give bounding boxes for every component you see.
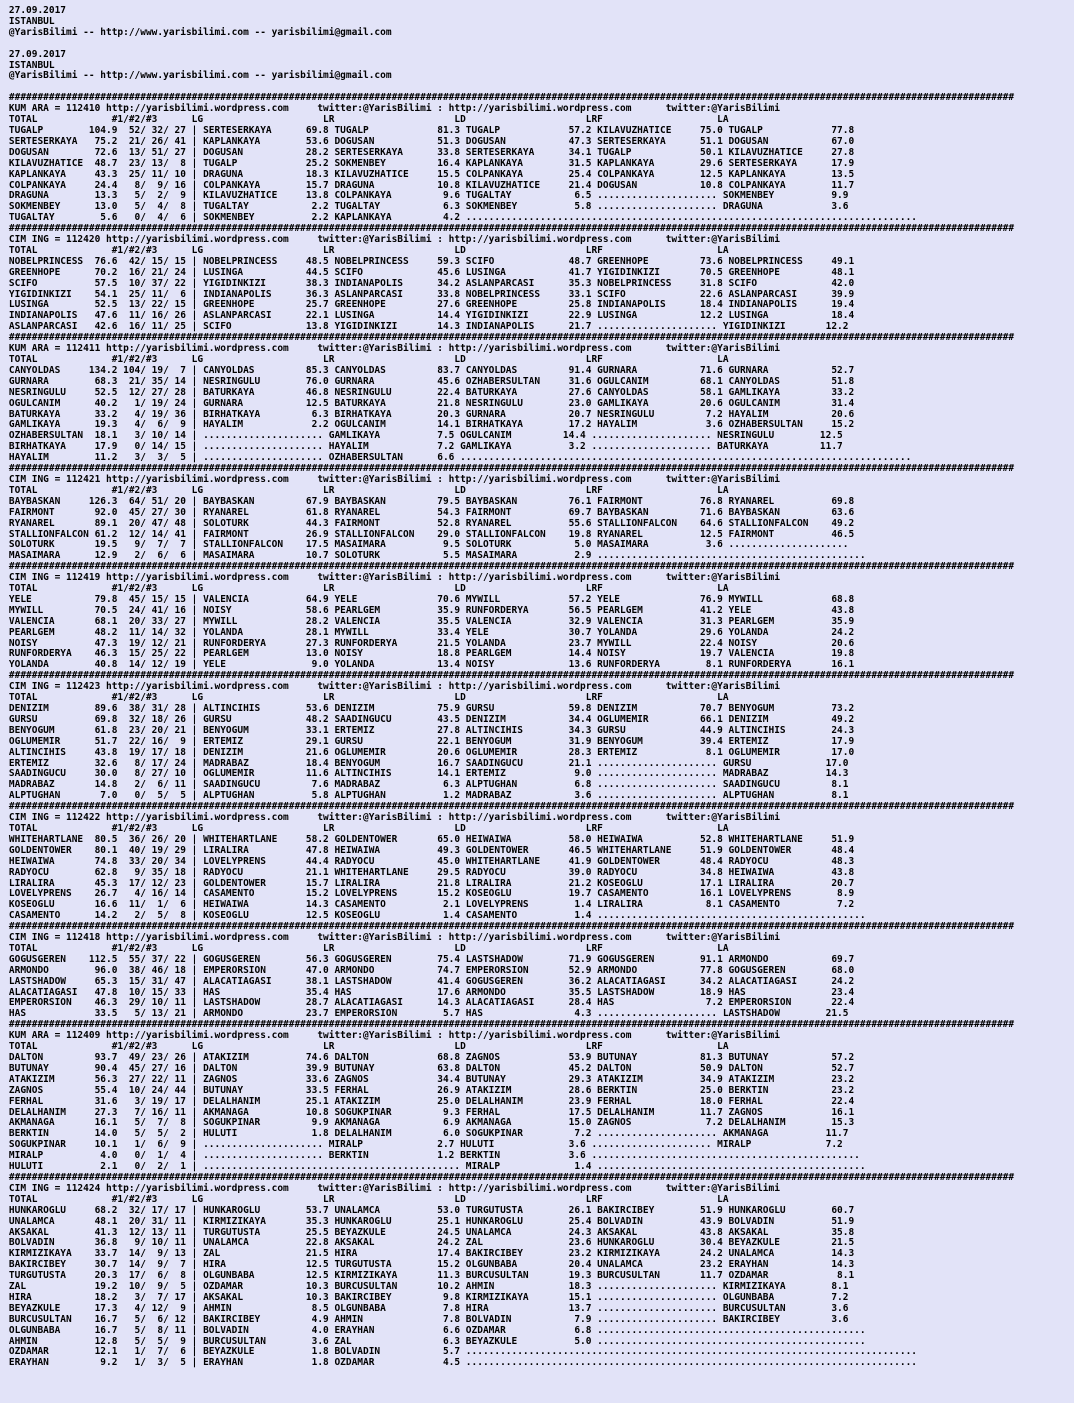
race-title: CIM ING = 112424 http://yarisbilimi.wordpress.com twitter:@YarisBilimi : http://yarisbilimi.wordpress.com twitter:@YarisBilimi: [8, 1182, 780, 1194]
race-title: CIM ING = 112418 http://yarisbilimi.wordpress.com twitter:@YarisBilimi : http://yarisbilimi.wordpress.com twitter:@YarisBilimi: [8, 932, 780, 944]
column-header: TOTAL #1/#2/#3 LG LR LD LRF LA: [8, 114, 729, 126]
result-row: HUNKAROGLU 68.2 32/ 17/ 17 | HUNKAROGLU 53.7 UNALAMCA 53.0 TURGUTUSTA 26.1 BAKIRCIBEY 51.9 HUNKAROGLU 60.7: [8, 1204, 855, 1216]
result-row: OGULCANIM 40.2 1/ 19/ 24 | GURNARA 12.5 BATURKAYA 21.8 NESRINGULU 23.0 GAMLIKAYA 20.6 OGULCANIM 31.4: [8, 397, 855, 409]
result-row: BENYOGUM 61.8 23/ 20/ 21 | BENYOGUM 33.1 ERTEMIZ 27.8 ALTINCIHIS 34.3 GURSU 44.9 ALTINCIHIS 24.3: [8, 724, 855, 736]
result-row: HULUTI 2.1 0/ 2/ 1 | ............................................. MIRALP 1.4 ...............................................: [8, 1161, 866, 1173]
result-row: CASAMENTO 14.2 2/ 5/ 8 | KOSEOGLU 12.5 KOSEOGLU 1.4 CASAMENTO 1.4 ...............................................: [8, 910, 866, 922]
result-row: SOGUKPINAR 10.1 1/ 6/ 9 | ..................... MIRALP 2.7 HULUTI 3.6 ..................... MIRALP 7.2: [8, 1139, 843, 1151]
result-row: NESRINGULU 52.5 12/ 27/ 28 | BATURKAYA 46.8 NESRINGULU 22.4 BATURKAYA 27.6 CANYOLDAS 58.1 GAMLIKAYA 33.2: [8, 386, 855, 398]
result-row: AKMANAGA 16.1 5/ 7/ 8 | SOGUKPINAR 9.9 AKMANAGA 6.9 AKMANAGA 15.0 ZAGNOS 7.2 DELALHANIM 15.3: [8, 1117, 855, 1129]
header-line: @YarisBilimi -- http://www.yarisbilimi.com -- yarisbilimi@gmail.com: [8, 26, 392, 38]
result-row: RUNFORDERYA 46.3 15/ 25/ 22 | PEARLGEM 13.0 NOISY 18.8 PEARLGEM 14.4 NOISY 19.7 VALENCIA 19.8: [8, 648, 855, 660]
result-row: OZDAMAR 12.1 1/ 7/ 6 | BEYAZKULE 1.8 BOLVADIN 5.7 ...............................................................................: [8, 1346, 918, 1358]
result-row: BOLVADIN 36.8 9/ 10/ 11 | UNALAMCA 22.8 AKSAKAL 24.2 ZAL 23.6 HUNKAROGLU 30.4 BEYAZKULE 21.5: [8, 1237, 855, 1249]
race-title: CIM ING = 112423 http://yarisbilimi.wordpress.com twitter:@YarisBilimi : http://yarisbilimi.wordpress.com twitter:@YarisBilimi: [8, 681, 780, 693]
header-line: @YarisBilimi -- http://www.yarisbilimi.com -- yarisbilimi@gmail.com: [8, 70, 392, 82]
result-row: SOLOTURK 19.5 9/ 7/ 7 | STALLIONFALCON 17.5 MASAIMARA 9.5 SOLOTURK 5.0 MASAIMARA 3.6 .....................: [8, 539, 849, 551]
result-row: KIRMIZIKAYA 33.7 14/ 9/ 13 | ZAL 21.5 HIRA 17.4 BAKIRCIBEY 23.2 KIRMIZIKAYA 24.2 UNALAMCA 14.3: [8, 1248, 855, 1260]
result-row: MADRABAZ 14.8 2/ 6/ 11 | SAADINGUCU 7.6 MADRABAZ 6.3 ALPTUGHAN 6.8 ..................... SAADINGUCU 8.1: [8, 779, 849, 791]
column-header: TOTAL #1/#2/#3 LG LR LD LRF LA: [8, 244, 729, 256]
result-row: SCIFO 57.5 10/ 37/ 22 | YIGIDINKIZI 38.3 INDIANAPOLIS 34.2 ASLANPARCASI 35.3 NOBELPRINCESS 31.8 SCIFO 42.0: [8, 277, 855, 289]
result-row: HAYALIM 11.2 3/ 3/ 5 | ..................... OZHABERSULTAN 6.6 ...............................................................................: [8, 452, 912, 464]
result-row: BERKTIN 14.0 5/ 5/ 2 | HULUTI 1.8 DELALHANIM 6.0 SOGUKPINAR 7.2 ..................... AKMANAGA 11.7: [8, 1128, 849, 1140]
column-header: TOTAL #1/#2/#3 LG LR LD LRF LA: [8, 354, 729, 365]
race-title: KUM ARA = 112411 http://yarisbilimi.wordpress.com twitter:@YarisBilimi : http://yarisbilimi.wordpress.com twitter:@YarisBilimi: [8, 343, 780, 355]
result-row: FAIRMONT 92.0 45/ 27/ 30 | RYANAREL 61.8 RYANAREL 54.3 FAIRMONT 69.7 BAYBASKAN 71.6 BAYBASKAN 63.6: [8, 506, 855, 518]
result-row: ALACATIAGASI 47.8 10/ 15/ 33 | HAS 35.4 HAS 17.6 ARMONDO 35.5 LASTSHADOW 18.9 HAS 23.4: [8, 986, 855, 998]
result-row: PEARLGEM 48.2 11/ 14/ 32 | YOLANDA 28.1 MYWILL 33.4 YELE 30.7 YOLANDA 29.6 YOLANDA 24.2: [8, 626, 855, 638]
result-row: GREENHOPE 70.2 16/ 21/ 24 | LUSINGA 44.5 SCIFO 45.6 LUSINGA 41.7 YIGIDINKIZI 70.5 GREENHOPE 48.1: [8, 266, 855, 278]
column-header: TOTAL #1/#2/#3 LG LR LD LRF LA: [8, 942, 729, 954]
result-row: TURGUTUSTA 20.3 17/ 6/ 8 | OLGUNBABA 12.5 KIRMIZIKAYA 11.3 BURCUSULTAN 19.3 BURCUSULTAN 11.7 OZDAMAR 8.1: [8, 1270, 855, 1282]
separator-line: ################################################################################################################################################################################: [8, 1171, 1015, 1183]
result-row: DRAGUNA 13.3 5/ 2/ 9 | KILAVUZHATICE 13.8 COLPANKAYA 9.6 TUGALTAY 6.5 ..................... SOKMENBEY 9.9: [8, 190, 849, 202]
result-row: HIRA 18.2 3/ 7/ 17 | AKSAKAL 10.3 BAKIRCIBEY 9.8 KIRMIZIKAYA 15.1 ..................... OLGUNBABA 7.2: [8, 1291, 849, 1303]
separator-line: ################################################################################################################################################################################: [8, 670, 1015, 682]
result-row: ERAYHAN 9.2 1/ 3/ 5 | ERAYHAN 1.8 OZDAMAR 4.5 ...............................................................................: [8, 1357, 918, 1369]
result-row: MASAIMARA 12.9 2/ 6/ 6 | MASAIMARA 10.7 SOLOTURK 5.5 MASAIMARA 2.9 ...............................................: [8, 550, 866, 562]
race-title: CIM ING = 112421 http://yarisbilimi.wordpress.com twitter:@YarisBilimi : http://yarisbilimi.wordpress.com twitter:@YarisBilimi: [8, 473, 780, 485]
result-row: LIRALIRA 45.3 17/ 12/ 23 | GOLDENTOWER 15.7 LIRALIRA 21.8 LIRALIRA 21.2 KOSEOGLU 17.1 LIRALIRA 20.7: [8, 877, 855, 889]
race-title: KUM ARA = 112409 http://yarisbilimi.wordpress.com twitter:@YarisBilimi : http://yarisbilimi.wordpress.com twitter:@YarisBilimi: [8, 1030, 780, 1042]
result-row: CANYOLDAS 134.2 104/ 19/ 7 | CANYOLDAS 85.3 CANYOLDAS 83.7 CANYOLDAS 91.4 GURNARA 71.6 GURNARA 52.7: [8, 364, 855, 376]
result-row: ARMONDO 96.0 38/ 46/ 18 | EMPERORSION 47.0 ARMONDO 74.7 EMPERORSION 52.9 ARMONDO 77.8 GOGUSGEREN 68.0: [8, 964, 855, 976]
result-row: KOSEOGLU 16.6 11/ 1/ 6 | HEIWAIWA 14.3 CASAMENTO 2.1 LOVELYPRENS 1.4 LIRALIRA 8.1 CASAMENTO 7.2: [8, 899, 855, 911]
result-row: WHITEHARTLANE 80.5 36/ 26/ 20 | WHITEHARTLANE 58.2 GOLDENTOWER 65.0 HEIWAIWA 58.0 HEIWAIWA 52.8 WHITEHARTLANE 51.9: [8, 833, 855, 845]
column-header: TOTAL #1/#2/#3 LG LR LD LRF LA: [8, 822, 729, 834]
result-row: SOKMENBEY 13.0 5/ 4/ 8 | TUGALTAY 2.2 TUGALTAY 6.3 SOKMENBEY 5.8 ..................... DRAGUNA 3.6: [8, 201, 849, 213]
result-row: GURSU 69.8 32/ 18/ 26 | GURSU 48.2 SAADINGUCU 43.5 DENIZIM 34.4 OGLUMEMIR 66.1 DENIZIM 49.2: [8, 713, 855, 725]
result-row: ATAKIZIM 56.3 27/ 22/ 11 | ZAGNOS 33.6 ZAGNOS 34.4 BUTUNAY 29.3 ATAKIZIM 34.9 ATAKIZIM 23.2: [8, 1073, 855, 1085]
result-row: INDIANAPOLIS 47.6 11/ 16/ 26 | ASLANPARCASI 22.1 LUSINGA 14.4 YIGIDINKIZI 22.9 LUSINGA 12.2 LUSINGA 18.4: [8, 310, 855, 322]
result-row: RADYOCU 62.8 9/ 35/ 18 | RADYOCU 21.1 WHITEHARTLANE 29.5 RADYOCU 39.0 RADYOCU 34.8 HEIWAIWA 43.8: [8, 866, 855, 878]
race-block: [9, 1020, 1062, 1173]
result-row: LUSINGA 52.5 13/ 22/ 15 | GREENHOPE 25.7 GREENHOPE 27.6 GREENHOPE 25.8 INDIANAPOLIS 18.4 INDIANAPOLIS 19.4: [8, 299, 855, 311]
result-row: AHMIN 12.8 5/ 5/ 9 | BURCUSULTAN 3.6 ZAL 6.3 BEYAZKULE 5.0 ...............................................: [8, 1335, 866, 1347]
result-row: STALLIONFALCON 61.2 12/ 14/ 41 | FAIRMONT 26.9 STALLIONFALCON 29.0 STALLIONFALCON 19.8 RYANAREL 12.5 FAIRMONT 46.5: [8, 528, 855, 540]
result-row: EMPERORSION 46.3 29/ 10/ 11 | LASTSHADOW 28.7 ALACATIAGASI 14.3 ALACATIAGASI 28.4 HAS 7.2 EMPERORSION 22.4: [8, 997, 855, 1009]
race-title: CIM ING = 112420 http://yarisbilimi.wordpress.com twitter:@YarisBilimi : http://yarisbilimi.wordpress.com twitter:@YarisBilimi: [8, 234, 780, 246]
column-header: TOTAL #1/#2/#3 LG LR LD LRF LA: [8, 692, 729, 704]
result-row: MIRALP 4.0 0/ 1/ 4 | ..................... BERKTIN 1.2 BERKTIN 3.6 ...............................................: [8, 1150, 860, 1162]
separator-line: ################################################################################################################################################################################: [8, 1019, 1015, 1031]
result-row: AKSAKAL 41.3 12/ 13/ 11 | TURGUTUSTA 25.5 BEYAZKULE 24.5 UNALAMCA 24.3 AKSAKAL 43.8 AKSAKAL 35.8: [8, 1226, 855, 1238]
result-row: COLPANKAYA 24.4 8/ 9/ 16 | COLPANKAYA 15.7 DRAGUNA 10.8 KILAVUZHATICE 21.4 DOGUSAN 10.8 COLPANKAYA 11.7: [8, 179, 855, 191]
race-block: [9, 1173, 1062, 1369]
separator-line: ################################################################################################################################################################################: [8, 92, 1015, 104]
result-row: NOISY 47.3 19/ 12/ 21 | RUNFORDERYA 27.3 RUNFORDERYA 21.5 YOLANDA 23.7 MYWILL 22.4 NOISY 20.6: [8, 637, 855, 649]
result-row: BAYBASKAN 126.3 64/ 51/ 20 | BAYBASKAN 67.9 BAYBASKAN 79.5 BAYBASKAN 76.1 FAIRMONT 76.8 RYANAREL 69.8: [8, 495, 855, 507]
race-block: [9, 922, 1062, 1020]
header-line: 27.09.2017: [8, 48, 67, 60]
result-row: LASTSHADOW 65.3 15/ 31/ 47 | ALACATIAGASI 38.1 LASTSHADOW 41.4 GOGUSGEREN 36.2 ALACATIAGASI 34.2 ALACATIAGASI 24.2: [8, 975, 855, 987]
result-row: ERTEMIZ 32.6 8/ 17/ 24 | MADRABAZ 18.4 BENYOGUM 16.7 SAADINGUCU 21.1 ..................... GURSU 17.0: [8, 757, 849, 769]
result-row: YELE 79.8 45/ 15/ 15 | VALENCIA 64.9 YELE 70.6 MYWILL 57.2 YELE 76.9 MYWILL 68.8: [8, 593, 855, 605]
result-row: UNALAMCA 48.1 20/ 31/ 11 | KIRMIZIKAYA 35.3 HUNKAROGLU 25.1 HUNKAROGLU 25.4 BOLVADIN 43.9 BOLVADIN 51.9: [8, 1215, 855, 1227]
result-row: HAS 33.5 5/ 13/ 21 | ARMONDO 23.7 EMPERORSION 5.7 HAS 4.3 ..................... LASTSHADOW 21.5: [8, 1008, 849, 1020]
result-row: GOLDENTOWER 80.1 40/ 19/ 29 | LIRALIRA 47.8 HEIWAIWA 49.3 GOLDENTOWER 46.5 WHITEHARTLANE 51.9 GOLDENTOWER 48.4: [8, 844, 855, 856]
separator-line: ################################################################################################################################################################################: [8, 463, 1015, 475]
result-row: GURNARA 68.3 21/ 35/ 14 | NESRINGULU 76.0 GURNARA 45.6 OZHABERSULTAN 31.6 OGULCANIM 68.1 CANYOLDAS 51.8: [8, 375, 855, 387]
separator-line: ################################################################################################################################################################################: [8, 921, 1015, 933]
race-block: [9, 333, 1062, 464]
result-row: BATURKAYA 33.2 4/ 19/ 36 | BIRHATKAYA 6.3 BIRHATKAYA 20.3 GURNARA 20.7 NESRINGULU 7.2 HAYALIM 20.6: [8, 408, 855, 420]
result-row: LOVELYPRENS 26.7 4/ 16/ 14 | CASAMENTO 15.2 LOVELYPRENS 15.2 KOSEOGLU 19.7 CASAMENTO 16.1 LOVELYPRENS 8.9: [8, 888, 855, 900]
result-row: MYWILL 70.5 24/ 41/ 16 | NOISY 58.6 PEARLGEM 35.9 RUNFORDERYA 56.5 PEARLGEM 41.2 YELE 43.8: [8, 604, 855, 616]
result-row: KILAVUZHATICE 48.7 23/ 13/ 8 | TUGALP 25.2 SOKMENBEY 16.4 KAPLANKAYA 31.5 KAPLANKAYA 29.6 SERTESERKAYA 17.9: [8, 157, 855, 169]
column-header: TOTAL #1/#2/#3 LG LR LD LRF LA: [8, 1193, 729, 1205]
header-line: ISTANBUL: [8, 15, 55, 27]
result-row: TUGALP 104.9 52/ 32/ 27 | SERTESERKAYA 69.8 TUGALP 81.3 TUGALP 57.2 KILAVUZHATICE 75.0 TUGALP 77.8: [8, 124, 855, 136]
race-block: [9, 224, 1062, 333]
race-block: [9, 671, 1062, 802]
race-block: [9, 464, 1062, 562]
result-row: KAPLANKAYA 43.3 25/ 11/ 10 | DRAGUNA 18.3 KILAVUZHATICE 15.5 COLPANKAYA 25.4 COLPANKAYA 12.5 KAPLANKAYA 13.5: [8, 168, 855, 180]
result-row: OGLUMEMIR 51.7 22/ 16/ 9 | ERTEMIZ 29.1 GURSU 22.1 BENYOGUM 31.9 BENYOGUM 39.4 ERTEMIZ 17.9: [8, 735, 855, 747]
result-row: ZAL 19.2 10/ 9/ 5 | OZDAMAR 10.3 BURCUSULTAN 10.2 AHMIN 18.3 ..................... KIRMIZIKAYA 8.1: [8, 1281, 849, 1293]
result-row: BURCUSULTAN 16.7 5/ 6/ 12 | BAKIRCIBEY 4.9 AHMIN 7.8 BOLVADIN 7.9 ..................... BAKIRCIBEY 3.6: [8, 1313, 849, 1325]
result-row: YOLANDA 40.8 14/ 12/ 19 | YELE 9.0 YOLANDA 13.4 NOISY 13.6 RUNFORDERYA 8.1 RUNFORDERYA 16.1: [8, 659, 855, 671]
result-row: BEYAZKULE 17.3 4/ 12/ 9 | AHMIN 8.5 OLGUNBABA 7.8 HIRA 13.7 ..................... BURCUSULTAN 3.6: [8, 1302, 849, 1314]
result-row: ALTINCIHIS 43.8 19/ 17/ 18 | DENIZIM 21.6 OGLUMEMIR 20.6 OGLUMEMIR 28.3 ERTEMIZ 8.1 OGLUMEMIR 17.0: [8, 746, 855, 758]
result-row: OZHABERSULTAN 18.1 3/ 10/ 14 | ..................... GAMLIKAYA 7.5 OGULCANIM 14.4 ..................... NESRINGULU 12.5: [8, 430, 843, 442]
result-row: ASLANPARCASI 42.6 16/ 11/ 25 | SCIFO 13.8 YIGIDINKIZI 14.3 INDIANAPOLIS 21.7 ..................... YIGIDINKIZI 12.2: [8, 321, 849, 333]
result-row: HEIWAIWA 74.8 33/ 20/ 34 | LOVELYPRENS 44.4 RADYOCU 45.0 WHITEHARTLANE 41.9 GOLDENTOWER 48.4 RADYOCU 48.3: [8, 855, 855, 867]
result-row: NOBELPRINCESS 76.6 42/ 15/ 15 | NOBELPRINCESS 48.5 NOBELPRINCESS 59.3 SCIFO 48.7 GREENHOPE 73.6 NOBELPRINCESS 49.1: [8, 255, 855, 267]
result-row: ALPTUGHAN 7.0 0/ 5/ 5 | ALPTUGHAN 5.8 ALPTUGHAN 1.2 MADRABAZ 3.6 ..................... ALPTUGHAN 8.1: [8, 790, 849, 802]
race-block: [9, 802, 1062, 922]
result-row: BUTUNAY 90.4 45/ 27/ 16 | DALTON 39.9 BUTUNAY 63.8 DALTON 45.2 DALTON 50.9 DALTON 52.7: [8, 1062, 855, 1074]
result-row: RYANAREL 89.1 20/ 47/ 48 | SOLOTURK 44.3 FAIRMONT 52.8 RYANAREL 55.6 STALLIONFALCON 64.6 STALLIONFALCON 49.2: [8, 517, 855, 529]
race-block: [9, 93, 1062, 224]
result-row: SERTESERKAYA 75.2 21/ 26/ 41 | KAPLANKAYA 53.6 DOGUSAN 51.3 DOGUSAN 47.3 SERTESERKAYA 51.1 DOGUSAN 67.0: [8, 135, 855, 147]
header-line: [9, 39, 1062, 50]
result-row: ZAGNOS 55.4 10/ 24/ 44 | BUTUNAY 33.5 FERHAL 26.9 ATAKIZIM 28.6 BERKTIN 25.0 BERKTIN 23.2: [8, 1084, 855, 1096]
result-row: DENIZIM 89.6 38/ 31/ 28 | ALTINCIHIS 53.6 DENIZIM 75.9 GURSU 59.8 DENIZIM 70.7 BENYOGUM 73.2: [8, 703, 855, 714]
result-row: GAMLIKAYA 19.3 4/ 6/ 9 | HAYALIM 2.2 OGULCANIM 14.1 BIRHATKAYA 17.2 HAYALIM 3.6 OZHABERSULTAN 15.2: [8, 419, 855, 431]
result-row: DALTON 93.7 49/ 23/ 26 | ATAKIZIM 74.6 DALTON 68.8 ZAGNOS 53.9 BUTUNAY 81.3 BUTUNAY 57.2: [8, 1052, 855, 1063]
result-row: BAKIRCIBEY 30.7 14/ 9/ 7 | HIRA 12.5 TURGUTUSTA 15.2 OLGUNBABA 20.4 UNALAMCA 23.2 ERAYHAN 14.3: [8, 1259, 855, 1271]
separator-line: ################################################################################################################################################################################: [8, 223, 1015, 235]
result-row: FERHAL 31.6 3/ 19/ 17 | DELALHANIM 25.1 ATAKIZIM 25.0 DELALHANIM 23.9 FERHAL 18.0 FERHAL 22.4: [8, 1095, 855, 1107]
separator-line: ################################################################################################################################################################################: [8, 561, 1015, 573]
result-row: GOGUSGEREN 112.5 55/ 37/ 22 | GOGUSGEREN 56.3 GOGUSGEREN 75.4 LASTSHADOW 71.9 GOGUSGEREN 91.1 ARMONDO 69.7: [8, 953, 855, 965]
result-row: DOGUSAN 72.6 13/ 51/ 27 | DOGUSAN 28.2 SERTESERKAYA 33.8 SERTESERKAYA 34.1 TUGALP 50.1 KILAVUZHATICE 27.8: [8, 146, 855, 158]
result-row: BIRHATKAYA 17.9 0/ 14/ 15 | ..................... HAYALIM 7.2 GAMLIKAYA 3.2 ..................... BATURKAYA 11.7: [8, 441, 843, 453]
header-line: 27.09.2017: [8, 5, 67, 16]
race-block: [9, 562, 1062, 671]
separator-line: ################################################################################################################################################################################: [8, 332, 1015, 344]
header-line: ISTANBUL: [8, 59, 55, 71]
result-row: TUGALTAY 5.6 0/ 4/ 6 | SOKMENBEY 2.2 KAPLANKAYA 4.2 ...............................................................................: [8, 212, 918, 224]
result-row: YIGIDINKIZI 54.1 25/ 11/ 6 | INDIANAPOLIS 36.3 ASLANPARCASI 33.8 NOBELPRINCESS 33.1 SCIFO 22.6 ASLANPARCASI 39.9: [8, 288, 855, 300]
result-row: DELALHANIM 27.3 7/ 16/ 11 | AKMANAGA 10.8 SOGUKPINAR 9.3 FERHAL 17.5 DELALHANIM 11.7 ZAGNOS 16.1: [8, 1106, 855, 1118]
column-header: TOTAL #1/#2/#3 LG LR LD LRF LA: [8, 1041, 729, 1053]
separator-line: ################################################################################################################################################################################: [8, 801, 1015, 813]
race-title: CIM ING = 112422 http://yarisbilimi.wordpress.com twitter:@YarisBilimi : http://yarisbilimi.wordpress.com twitter:@YarisBilimi: [8, 812, 780, 824]
column-header: TOTAL #1/#2/#3 LG LR LD LRF LA: [8, 484, 729, 496]
column-header: TOTAL #1/#2/#3 LG LR LD LRF LA: [8, 583, 729, 595]
result-row: VALENCIA 68.1 20/ 33/ 27 | MYWILL 28.2 VALENCIA 35.5 VALENCIA 32.9 VALENCIA 31.3 PEARLGEM 35.9: [8, 615, 855, 627]
race-title: KUM ARA = 112410 http://yarisbilimi.wordpress.com twitter:@YarisBilimi : http://yarisbilimi.wordpress.com twitter:@YarisBilimi: [8, 103, 780, 115]
result-row: OLGUNBABA 16.7 5/ 8/ 11 | BOLVADIN 4.0 ERAYHAN 6.6 OZDAMAR 6.8 ...............................................: [8, 1324, 866, 1336]
result-row: SAADINGUCU 30.0 8/ 27/ 10 | OGLUMEMIR 11.6 ALTINCIHIS 14.1 ERTEMIZ 9.0 ..................... MADRABAZ 14.3: [8, 768, 849, 780]
race-title: CIM ING = 112419 http://yarisbilimi.wordpress.com twitter:@YarisBilimi : http://yarisbilimi.wordpress.com twitter:@YarisBilimi: [8, 572, 780, 584]
